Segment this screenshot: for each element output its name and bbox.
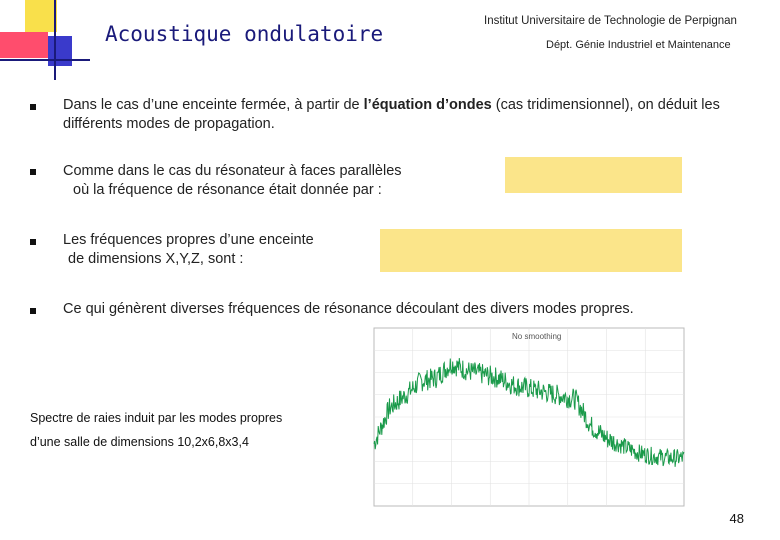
caption-line-2: d’une salle de dimensions 10,2x6,8x3,4	[30, 435, 249, 449]
bullet-1-text-before: Dans le cas d’une enceinte fermée, à partir de	[63, 97, 364, 113]
chart-title: No smoothing	[512, 332, 562, 341]
bullet-1-text-after: (cas tridimensionnel), on déduit les différents modes de propagation.	[63, 97, 720, 132]
bullet-marker	[30, 104, 36, 110]
bullet-marker	[30, 308, 36, 314]
bullet-2	[63, 162, 402, 200]
bullet-3	[63, 231, 314, 269]
page-title: Acoustique ondulatoire	[105, 22, 384, 46]
equation-box-resonance	[505, 157, 682, 193]
spectrum-chart	[362, 324, 692, 516]
page-number: 48	[729, 511, 744, 526]
bullet-2-line1: Comme dans le cas du résonateur à faces parallèles	[63, 163, 402, 179]
bullet-marker	[30, 239, 36, 245]
bullet-1	[63, 96, 743, 134]
bullet-3-line2: de dimensions X,Y,Z, sont :	[68, 251, 244, 267]
bullet-4: Ce qui génèrent diverses fréquences de résonance découlant des divers modes propres.	[63, 301, 634, 317]
bullet-marker	[30, 169, 36, 175]
department-name: Dépt. Génie Industriel et Maintenance	[546, 39, 731, 51]
bullet-1-bold: l’équation d’ondes	[363, 97, 492, 113]
bullet-3-line1: Les fréquences propres d’une enceinte	[63, 232, 314, 248]
caption-line-1: Spectre de raies induit par les modes propres	[30, 411, 283, 425]
bullet-2-line2: où la fréquence de résonance était donnée par :	[73, 182, 382, 198]
equation-box-eigenfrequencies	[380, 229, 682, 272]
institute-name: Institut Universitaire de Technologie de Perpignan	[484, 15, 737, 27]
logo	[0, 0, 90, 80]
